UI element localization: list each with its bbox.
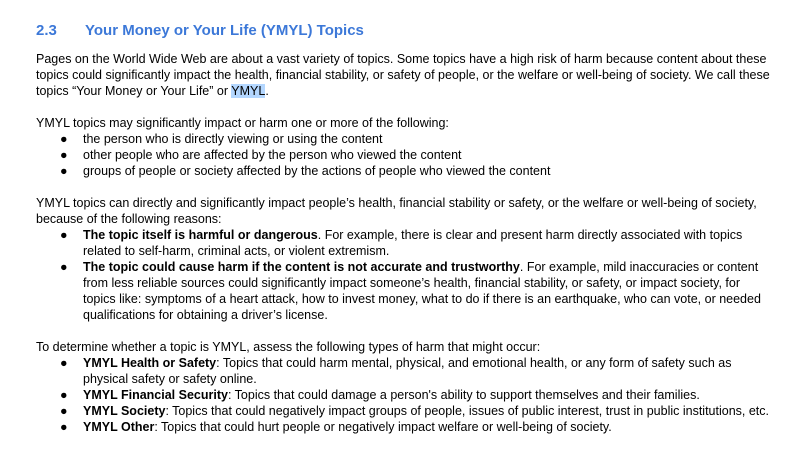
impact-list	[36, 131, 772, 179]
bullet-icon: ●	[60, 260, 68, 274]
reason-text: . For example, mild inaccuracies or content from less reliable sources could significantly impact someone’s health, financial stability, or safety, or impact society, for topics like: symptoms of a heart attack, how to invest money, what to do if there is an earthquake, who can vote, or needed qualifications for obtaining a driver’s license.	[83, 260, 761, 322]
types-intro: To determine whether a topic is YMYL, assess the following types of harm that might occur:	[36, 340, 541, 354]
list-item-text: groups of people or society affected by the actions of people who viewed the content	[83, 164, 551, 178]
reason-text: . For example, there is clear and present harm directly associated with topics related to self-harm, criminal acts, or violent extremism.	[83, 228, 743, 258]
bullet-icon: ●	[60, 132, 68, 146]
type-text: : Topics that could negatively impact groups of people, issues of public interest, trust in public institutions, etc.	[165, 404, 770, 418]
type-title: YMYL Society	[83, 404, 166, 418]
bullet-icon: ●	[60, 148, 68, 162]
type-text: : Topics that could hurt people or negatively impact welfare or well-being of society.	[154, 420, 612, 434]
intro-text: Pages on the World Wide Web are about a vast variety of topics. Some topics have a high risk of harm because content about these topics could significantly impact the health, financial stability, or safety of people, or the welfare or well-being of society. We call these topics “Your Money or Your Life” or	[36, 52, 770, 98]
bullet-icon: ●	[60, 356, 68, 370]
bullet-icon: ●	[60, 164, 68, 178]
type-title: YMYL Other	[83, 420, 155, 434]
types-list	[36, 355, 772, 435]
reason-title: The topic could cause harm if the content is not accurate and trustworthy	[83, 260, 520, 274]
section-heading	[36, 21, 772, 41]
bullet-icon: ●	[60, 228, 68, 242]
bullet-icon: ●	[60, 388, 68, 402]
section-number: 2.3	[36, 22, 57, 39]
intro-paragraph	[36, 51, 772, 99]
list-item	[36, 259, 772, 323]
section-title: Your Money or Your Life (YMYL) Topics	[85, 22, 364, 39]
list-item	[36, 163, 772, 179]
reasons-intro: YMYL topics can directly and significantly impact people’s health, financial stability or safety, or the welfare or well-being of society, because of the following reasons:	[36, 196, 757, 226]
list-item	[36, 419, 772, 435]
impact-intro: YMYL topics may significantly impact or harm one or more of the following:	[36, 116, 449, 130]
bullet-icon: ●	[60, 404, 68, 418]
bullet-icon: ●	[60, 420, 68, 434]
type-text: : Topics that could damage a person's ability to support themselves and their families.	[227, 388, 700, 402]
list-item	[36, 227, 772, 259]
highlighted-term: YMYL	[231, 84, 266, 98]
list-item	[36, 355, 772, 387]
type-title: YMYL Financial Security	[83, 388, 228, 402]
intro-end: .	[265, 84, 269, 98]
list-item	[36, 147, 772, 163]
type-text: : Topics that could harm mental, physical, and emotional health, or any form of safety such as physical safety or safety online.	[83, 356, 732, 386]
list-item	[36, 387, 772, 403]
reasons-list	[36, 227, 772, 323]
list-item	[36, 131, 772, 147]
type-title: YMYL Health or Safety	[83, 356, 217, 370]
list-item-text: the person who is directly viewing or using the content	[83, 132, 383, 146]
reason-title: The topic itself is harmful or dangerous	[83, 228, 318, 242]
list-item	[36, 403, 772, 419]
list-item-text: other people who are affected by the person who viewed the content	[83, 148, 462, 162]
